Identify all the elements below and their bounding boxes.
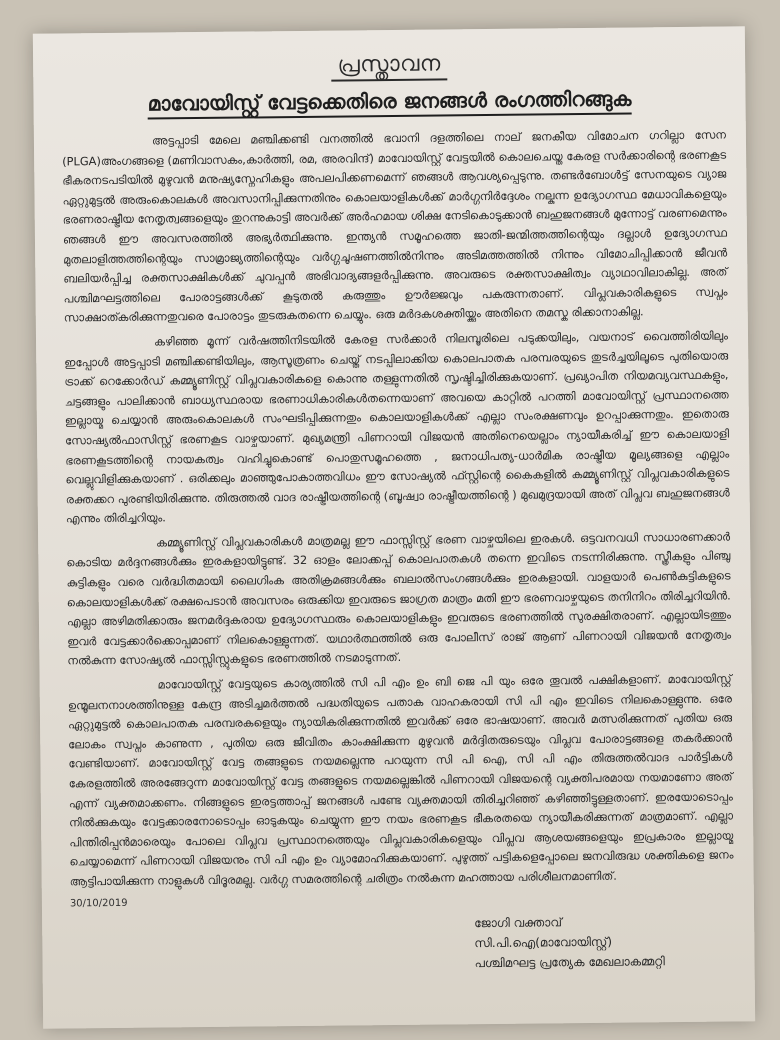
paragraph-4: മാവോയിസ്റ്റ് വേട്ടയുടെ കാര്യത്തിൽ സി പി എം ഉം ബി ജെ പി യും ഒരേ തൂവൽ പക്ഷികളാണ്. മാവോയിസ്റ്റ് ഉന്മൂലനനാശത്തിനുള്ള കേന്ദ്ര അടിച്ചമർത്തൽ പദ്ധതിയുടെ പതാക വാഹകരായി സി പി എം ഇവിടെ നിലകൊള്ളുന്നു. ഒരേ ഏറ്റുമുട്ടൽ കൊലപാതക പരമ്പരകളെയും ന്യായികരിക്കുന്നതിൽ ഇവർക്ക് ഒരേ ഭാഷയാണ്. അവർ മത്സരിക്കുന്നത് പുതിയ ഒരു ലോകം സ്വപ്നം കാണുന്ന , പുതിയ ഒരു ജീവിതം കാംക്ഷിക്കുന്ന മുഴുവൻ മർദ്ദിതരുടെയും വിപ്ലവ പോരാട്ടങ്ങളെ തകർക്കാൻ വേണ്ടിയാണ്. മാവോയിസ്റ്റ് വേട്ട തങ്ങളുടെ നയമല്ലെന്നു പറയുന്ന സി പി ഐ, സി പി എം തിരുത്തൽവാദ പാർട്ടികൾ കേരളത്തിൽ അരങ്ങേറുന്ന മാവോയിസ്റ്റ് വേട്ട തങ്ങളുടെ നയമല്ലെങ്കിൽ പിണറായി വിജയന്റെ വ്യക്തിപരമായ നയമാണോ അത് എന്ന് വ്യക്തമാക്കണം. നിങ്ങളുടെ ഇരട്ടത്താപ്പ് ജനങ്ങൾ പണ്ടേ വ്യക്തമായി തിരിച്ചറിഞ്ഞ് കഴിഞ്ഞിട്ടുള്ളതാണ്. ഇരയോടൊപ്പം നിൽക്കുകയും വേട്ടക്കാരനോടൊപ്പം ഓടുകയും ചെയ്യുന്ന ഈ നയം ഭരണകൂട ഭീകരതയെ ന്യായീകരിക്കുന്നത് മാത്രമാണ്. എല്ലാ പിന്തിരിപ്പൻമാരെയും പോലെ വിപ്ലവ പ്രസ്ഥാനത്തെയും വിപ്ലവകാരികളെയും വിപ്ലവ ആശയങ്ങളെയും ഇപ്രകാരം ഇല്ലായ്മ ചെയ്യാമെന്ന് പിണറായി വിജയനും സി പി എം ഉം വ്യാമോഹിക്കുകയാണ്. പുഴുത്ത് പട്ടികളെപ്പോലെ ജനവിരുദ്ധ ശക്തികളെ ജനം ആട്ടിപായിക്കുന്ന നാളുകൾ വിദൂരമല്ല. വർഗ്ഗ സമരത്തിന്റെ ചരിത്രം നൽകുന്ന മഹത്തായ പരിശീലനമാണിത്.	[67, 671, 734, 889]
paragraph-1: അട്ടപ്പാടി മേലെ മഞ്ചിക്കണ്ടി വനത്തിൽ ഭവാനി ദളത്തിലെ നാല് ജനകീയ വിമോചന ഗറില്ലാ സേന (PLGA)അംഗങ്ങളെ (മണിവാസകം,കാർത്തി, രമ, അരവിന്ദ്) മാവോയിസ്റ്റ് വേട്ടയിൽ കൊലചെയ്ത കേരള സർക്കാരിന്റെ ഭരണകൂട ഭീകരനടപടിയിൽ മുഴുവൻ മനുഷ്യസ്നേഹികളും അപലപിക്കണമെന്ന് ഞങ്ങൾ ആവശ്യപ്പെടുന്നു. തണ്ടർബോൾട്ട് സേനയുടെ വ്യാജ ഏറ്റുമുട്ടൽ അരുംകൊലകൾ അവസാനിപ്പിക്കുന്നതിനും കൊലയാളികൾക്ക് മാർഗ്ഗനിർദ്ദേശം നല്കുന്ന ഉദ്യോഗസ്ഥ മേധാവികളെയും ഭരണരാഷ്ട്രീയ നേതൃത്വങ്ങളെയും തുറന്നുകാട്ടി അവർക്ക് അർഹമായ ശിക്ഷ നേടികൊടുക്കാൻ ബഹുജനങ്ങൾ മുന്നോട്ട് വരണമെന്നും ഞങ്ങൾ ഈ അവസരത്തിൽ അഭ്യർത്ഥിക്കുന്നു. ഇന്ത്യൻ സമൂഹത്തെ ജാതി-ജന്മിത്തത്തിന്റെയും ദല്ലാൾ ഉദ്യോഗസ്ഥ മുതലാളിത്തത്തിന്റെയും സാമ്രാജ്യത്തിന്റെയും വർഗ്ഗചൂഷണത്തിൽനിന്നും അടിമത്തത്തിൽ നിന്നും വിമോചിപ്പിക്കാൻ ജീവൻ ബലിയർപ്പിച്ച രക്തസാക്ഷികൾക്ക് ചുവപ്പൻ അഭിവാദ്യങ്ങളർപ്പിക്കുന്നു. അവരുടെ രക്തസാക്ഷിത്വം വ്യാഥാവിലാകില്ല. അത് പശ്ചിമഘട്ടത്തിലെ പോരാട്ടങ്ങൾക്ക് കൂടുതൽ കരുത്തും ഊർജ്ജവും പകരുന്നതാണ്. വിപ്ലവകാരികളുടെ സ്വപ്നം സാക്ഷാത്കരിക്കുന്നതുവരെ പോരാട്ടം തുടരുകതന്നെ ചെയ്യും. ഒരു മർദകശക്തിയ്ക്കും അതിനെ തമസ്ക രിക്കാനാകില്ല.	[62, 127, 728, 325]
paragraph-3: കമ്മ്യൂണിസ്റ്റ് വിപ്ലവകാരികൾ മാത്രമല്ല ഈ ഫാസ്സിസ്റ്റ് ഭരണ വാഴ്ചയിലെ ഇരകൾ. ഒട്ടവനവധി സാധാരണക്കാർ കൊടിയ മർദ്ദനങ്ങൾക്കും ഇരകളായിട്ടുണ്ട്. 32 ഓളം ലോക്കപ്പ് കൊലപാതകൾ തന്നെ ഇവിടെ നടന്നിരിക്കുന്നു. സ്ത്രീകളും പിഞ്ചു കുട്ടികളും വരെ വർദ്ധിതമായി ലൈഗിംക അതിക്രമങ്ങൾക്കും ബലാൽസംഗങ്ങൾക്കും ഇരകളായി. വാളയാർ പെൺകുട്ടികളുടെ കൊലയാളികൾക്ക് രക്ഷപെടാൻ അവസരം ഒരുക്കിയ ഇവരുടെ ജാഗ്രത മാത്രം മതി ഈ ഭരണവാഴ്ചയുടെ തനിനിറം തിരിച്ചറിയിൻ. എല്ലാ അഴിമതിക്കാരും ജനമർദ്ദകരായ ഉദ്യോഗസ്ഥരും കൊലയാളികളും ഇവരുടെ ഭരണത്തിൽ സുരക്ഷിതരാണ്. എല്ലായിടത്തും ഇവർ വേട്ടക്കാർക്കൊപ്പമാണ് നിലകൊള്ളുന്നത്. യഥാർത്ഥത്തിൽ ഒരു പോലീസ് രാജ് ആണ് പിണറായി വിജയൻ നേതൃത്വം നൽകുന്ന സോഷ്യൽ ഫാസ്സിസ്റ്റുകളുടെ ഭരണത്തിൽ നടമാടുന്നത്.	[66, 529, 732, 668]
document-body	[34, 125, 754, 892]
signature-line-2: സി.പി.ഐ(മാവോയിസ്റ്റ്)	[474, 934, 613, 950]
document-subtitle	[33, 85, 745, 116]
document-date: 30/10/2019	[69, 897, 128, 909]
statement-sheet	[33, 26, 755, 1028]
document-subtitle-text: മാവോയിസ്റ്റ് വേട്ടക്കെതിരെ ജനങ്ങൾ രംഗത്തിറങ്ങുക	[148, 86, 632, 119]
signature-block	[474, 910, 755, 973]
document-title	[33, 48, 745, 80]
signature-line-1: ജോഗി വക്താവ്	[474, 914, 562, 930]
document-title-text: പ്രസ്താവന	[331, 51, 447, 81]
paragraph-2: കഴിഞ്ഞ മൂന്ന് വർഷത്തിനിടയിൽ കേരള സർക്കാർ നിലമ്പൂരിലെ പടുക്കയിലും, വയനാട് വൈത്തിരിയിലും ഇപ്പോൾ അട്ടപ്പാടി മഞ്ചിക്കണ്ടിയിലും, ആസൂത്രണം ചെയ്ത് നടപ്പിലാക്കിയ കൊലപാതക പരമ്പരയുടെ തുടർച്ചയിലൂടെ പുതിയൊരു ട്രാക്ക് റെക്കോർഡ് കമ്മ്യൂണിസ്റ്റ് വിപ്ലവകാരികളെ കൊന്നു തള്ളുന്നതിൽ സൃഷ്ടിച്ചിരിക്കുകയാണ്. പ്രഖ്യാപിത നിയമവ്യവസ്ഥകളും, ചട്ടങ്ങളും പാലിക്കാൻ ബാധ്യസ്ഥരായ ഭരണാധികാരികൾതന്നെയാണ് അവയെ കാറ്റിൽ പറത്തി മാവോയിസ്റ്റ് പ്രസ്ഥാനത്തെ ഇല്ലായ്മ ചെയ്യാൻ അരുംകൊലകൾ സംഘടിപ്പിക്കുന്നതും കൊലയാളികൾക്ക് എല്ലാ സംരക്ഷണവും ഉറപ്പാക്കുന്നതും. ഇതൊരു സോഷ്യൽഫാസിസ്റ്റ് ഭരണകൂട വാഴ്ചയാണ്. മുഖ്യമന്ത്രി പിണറായി വിജയൻ അതിനെയെല്ലാം ന്യായീകരിച്ച് ഈ കൊലയാളി ഭരണകൂടത്തിന്റെ നായകത്വം വഹിച്ചുകൊണ്ട് പൊതുസമൂഹത്തെ , ജനാധിപത്യ-ധാർമിക രാഷ്ട്രീയ മൂല്യങ്ങളെ എല്ലാം വെല്ലുവിളിക്കുകയാണ് . ഒരിക്കലും മാഞ്ഞുപോകാത്തവിധം ഈ സോഷ്യൽ ഫ്സ്റ്റിന്റെ കൈകളിൽ കമ്മ്യൂണിസ്റ്റ് വിപ്ലവകാരികളുടെ രക്തക്കറ പുരണ്ടിയിരിക്കുന്നു. തിരുത്തൽ വാദ രാഷ്ട്രീയത്തിന്റെ (ബൂഷ്വാ രാഷ്ട്രീയത്തിന്റെ ) മുഖമുദ്രയായി അത് വിപ്ലവ ബഹുജനങ്ങൾ എന്നും തിരിച്ചറിയും.	[64, 328, 730, 526]
signature-line-3: പശ്ചിമഘട്ട പ്രത്യേക മേഖലാകമ്മറ്റി	[474, 953, 665, 970]
